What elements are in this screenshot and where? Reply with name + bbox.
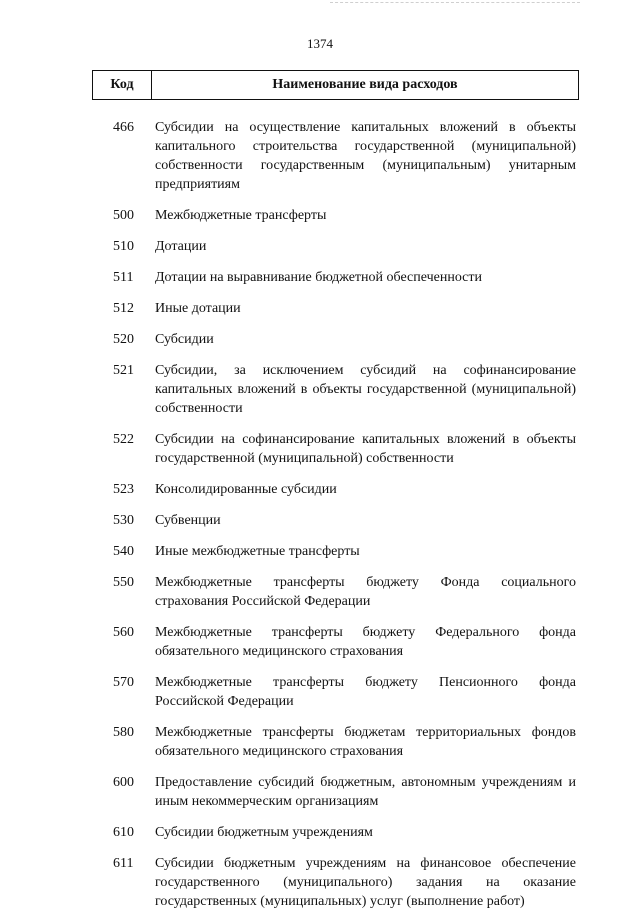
table-row [0, 430, 640, 468]
row-code: 523 [113, 482, 134, 497]
table-row [0, 673, 640, 711]
row-code: 600 [113, 775, 134, 790]
row-text: Предоставление субсидий бюджетным, автономным учреждениям и иным некоммерческим организациям [155, 775, 576, 809]
row-code: 570 [113, 675, 134, 690]
row-code: 540 [113, 544, 134, 559]
table-row [0, 542, 640, 561]
row-code: 510 [113, 239, 134, 254]
table-row [0, 330, 640, 349]
row-text: Субсидии бюджетным учреждениям [155, 825, 373, 840]
row-code: 511 [113, 270, 134, 285]
table-row [0, 268, 640, 287]
table-row [0, 118, 640, 194]
expense-type-list [0, 118, 640, 923]
table-row [0, 206, 640, 225]
table-header [92, 70, 579, 100]
row-text: Межбюджетные трансферты бюджету Пенсионного фонда Российской Федерации [155, 675, 576, 709]
header-code-column: Код [93, 71, 152, 99]
table-row [0, 237, 640, 256]
row-code: 500 [113, 208, 134, 223]
row-text: Межбюджетные трансферты бюджету Федерального фонда обязательного медицинского страхования [155, 625, 576, 659]
row-text: Межбюджетные трансферты бюджетам территориальных фондов обязательного медицинского страхования [155, 725, 576, 759]
scan-artifact-line [330, 2, 580, 4]
row-text: Субсидии бюджетным учреждениям на финансовое обеспечение государственного (муниципального) задания на оказание государственных (муниципальных) услуг (выполнение работ) [155, 856, 576, 909]
row-text: Иные межбюджетные трансферты [155, 544, 360, 559]
row-text: Субсидии на осуществление капитальных вложений в объекты капитального строительства государственной (муниципальной) собственности государственным (муниципальным) унитарным предприятиям [155, 120, 576, 192]
row-code: 522 [113, 432, 134, 447]
row-text: Дотации [155, 239, 207, 254]
table-row [0, 823, 640, 842]
page-number: 1374 [307, 36, 333, 51]
row-text: Дотации на выравнивание бюджетной обеспеченности [155, 270, 482, 285]
row-code: 530 [113, 513, 134, 528]
row-code: 610 [113, 825, 134, 840]
row-text: Субсидии на софинансирование капитальных вложений в объекты государственной (муниципальной) собственности [155, 432, 576, 466]
table-row [0, 299, 640, 318]
row-text: Субвенции [155, 513, 221, 528]
row-code: 520 [113, 332, 134, 347]
table-row [0, 773, 640, 811]
row-code: 550 [113, 575, 134, 590]
row-code: 560 [113, 625, 134, 640]
row-text: Субсидии, за исключением субсидий на софинансирование капитальных вложений в объекты государственной (муниципальной) собственности [155, 363, 576, 416]
table-row [0, 573, 640, 611]
row-text: Субсидии [155, 332, 214, 347]
table-row [0, 480, 640, 499]
row-text: Консолидированные субсидии [155, 482, 337, 497]
row-text: Иные дотации [155, 301, 241, 316]
row-text: Межбюджетные трансферты бюджету Фонда социального страхования Российской Федерации [155, 575, 576, 609]
row-code: 611 [113, 856, 134, 871]
row-code: 521 [113, 363, 134, 378]
table-row [0, 723, 640, 761]
header-name-column: Наименование вида расходов [272, 77, 458, 92]
row-code: 466 [113, 120, 134, 135]
table-row [0, 623, 640, 661]
table-row [0, 511, 640, 530]
row-text: Межбюджетные трансферты [155, 208, 327, 223]
table-row [0, 854, 640, 911]
row-code: 512 [113, 301, 134, 316]
table-row [0, 361, 640, 418]
row-code: 580 [113, 725, 134, 740]
